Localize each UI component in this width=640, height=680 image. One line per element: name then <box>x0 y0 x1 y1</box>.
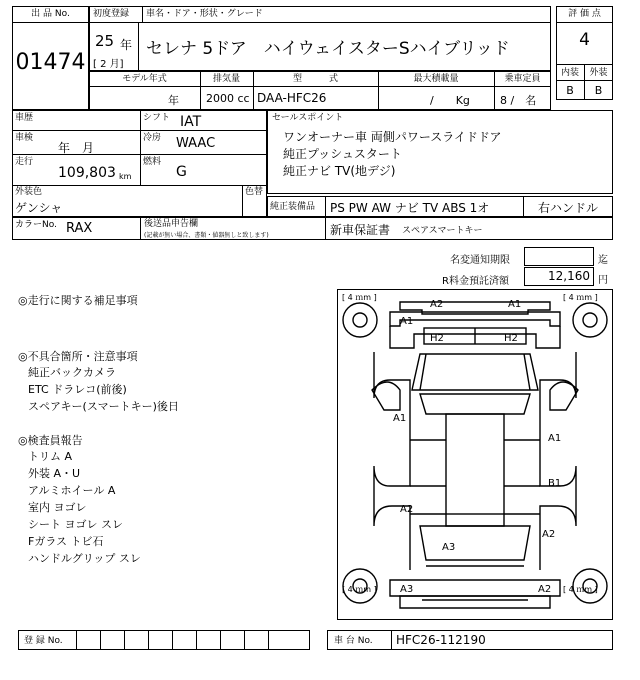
ac-label: 冷房 <box>143 133 162 143</box>
inspector-item: ハンドルグリップ スレ <box>28 552 141 565</box>
model-year-unit: 年 <box>168 94 179 107</box>
inspection-label: 車検 <box>15 133 34 143</box>
damage-mark: A2 <box>430 299 444 310</box>
equipment-list: PS PW AW ナビ TV ABS 1オ <box>330 201 490 215</box>
tire-tread-front-right: [ 4 ｍm ] <box>563 293 598 302</box>
car-condition-diagram <box>337 289 613 620</box>
inspector-item: 外装 A・U <box>28 467 81 480</box>
damage-mark: B1 <box>548 478 562 489</box>
meter-change-deadline-label: 名変通知期限 <box>450 255 510 266</box>
interior-grade: B <box>566 84 574 97</box>
recycle-fee-label: R料金預託済額 <box>442 276 509 287</box>
model-year-label: モデル年式 <box>122 74 167 84</box>
tire-tread-rear-right: [ 4 ｍm ] <box>563 585 598 594</box>
shift-label: シフト <box>143 113 171 123</box>
damage-mark: A1 <box>548 433 562 444</box>
capacity-label: 乗車定員 <box>504 74 541 84</box>
color-number: RAX <box>66 221 93 236</box>
defect-item: スペアキー(スマートキー)後日 <box>28 400 179 413</box>
retrofit-note: (記載が無い場合、書類・値器無しと致します) <box>144 232 269 239</box>
rear-bumper-outline <box>390 580 560 596</box>
exterior-color: ゲンシャ <box>15 201 63 215</box>
model-code: DAA-HFC26 <box>257 91 327 105</box>
driving-notes-title: ◎走行に関する補足事項 <box>18 294 138 307</box>
damage-mark: H2 <box>430 333 444 344</box>
damage-mark: A3 <box>400 584 414 595</box>
sales-points-label: セールスポイント <box>272 113 344 123</box>
fuel-label: 燃料 <box>143 157 162 167</box>
damage-mark: A2 <box>400 504 414 515</box>
damage-mark: A2 <box>542 529 556 540</box>
registration-year-unit: 年 <box>120 38 133 52</box>
max-load: / Kg <box>430 94 470 107</box>
recycle-fee: 12,160 <box>548 269 590 283</box>
color-number-label: カラーNo. <box>15 220 57 230</box>
capacity: 8 / 名 <box>500 94 537 107</box>
car-name: セレナ 5ドア ハイウェイスターSハイブリッド <box>146 39 510 59</box>
chassis-number-label: 車 台 No. <box>334 636 373 646</box>
sales-point-line: 純正ナビ TV(地デジ) <box>283 164 396 178</box>
meter-change-deadline-box <box>524 247 594 266</box>
sales-point-line: ワンオーナー車 両側パワースライドドア <box>283 130 502 144</box>
damage-mark: A1 <box>508 299 522 310</box>
model-code-label: 型 式 <box>292 74 338 84</box>
wheel-front-left <box>343 303 377 337</box>
recycle-fee-unit: 円 <box>598 275 608 286</box>
history-label: 車歴 <box>15 113 34 123</box>
windshield-outline <box>412 354 538 390</box>
inspector-item: アルミホイール A <box>28 484 116 497</box>
warranty-label: 新車保証書 <box>330 223 391 237</box>
registration-year: 25 <box>95 32 115 50</box>
interior-grade-label: 内装 <box>560 68 579 78</box>
inspector-report-title: ◎検査員報告 <box>18 434 83 447</box>
lot-number-label: 出 品 No. <box>31 9 70 19</box>
first-registration-label: 初度登録 <box>93 9 130 19</box>
equipment-label: 純正装備品 <box>270 202 316 212</box>
displacement: 2000 cc <box>206 92 250 105</box>
exterior-grade: B <box>594 84 603 97</box>
tire-tread-rear-left: [ 4 ｍm ] <box>342 585 377 594</box>
tire-tread-front-left: [ 4 ｍm ] <box>342 293 377 302</box>
damage-mark: H2 <box>504 333 518 344</box>
meter-change-deadline-unit: 迄 <box>598 255 608 266</box>
inspection-value: 年 月 <box>58 141 95 155</box>
chassis-number: HFC26-112190 <box>396 633 486 647</box>
warranty-value: スペアスマートキー <box>402 226 483 236</box>
rear-window-outline <box>420 526 530 560</box>
fuel: G <box>176 164 187 180</box>
color-change-label: 色替 <box>245 187 264 197</box>
inspector-item: 室内 ヨゴレ <box>28 501 87 514</box>
car-name-label: 車名・ドア・形状・グレード <box>146 9 263 19</box>
damage-mark: A3 <box>442 542 456 553</box>
damage-mark: A2 <box>538 584 552 595</box>
exterior-color-label: 外装色 <box>15 187 43 197</box>
mileage-label: 走行 <box>15 157 34 167</box>
shift: IAT <box>180 114 202 130</box>
damage-mark: A1 <box>400 316 414 327</box>
wheel-front-right <box>573 303 607 337</box>
inspector-item: Fガラス トビ石 <box>28 535 104 548</box>
displacement-label: 排気量 <box>212 74 240 84</box>
color-number-box <box>12 217 613 240</box>
damage-mark: A1 <box>393 413 407 424</box>
exterior-grade-label: 外装 <box>589 68 608 78</box>
lot-number: 01474 <box>15 50 86 75</box>
defect-item: ETC ドラレコ(前後) <box>28 383 127 396</box>
rating-score: 4 <box>579 30 590 50</box>
steering-side: 右ハンドル <box>537 201 598 215</box>
registration-month: [ 2 月] <box>93 59 124 70</box>
registration-number-label: 登 録 No. <box>24 636 63 646</box>
defects-title: ◎不具合箇所・注意事項 <box>18 350 138 363</box>
air-conditioning: WAAC <box>176 136 216 151</box>
inspector-item: シート ヨゴレ スレ <box>28 518 123 531</box>
max-load-label: 最大積載量 <box>413 74 459 84</box>
defect-item: 純正バックカメラ <box>28 366 116 379</box>
sales-point-line: 純正プッシュスタート <box>283 147 402 161</box>
mileage-unit: km <box>119 172 132 181</box>
retrofit-label: 後送品申告欄 <box>144 219 199 229</box>
mileage: 109,803 <box>58 165 116 181</box>
roof-outline <box>446 414 504 514</box>
inspector-item: トリム A <box>28 450 73 463</box>
rating-label: 評 価 点 <box>568 9 601 19</box>
